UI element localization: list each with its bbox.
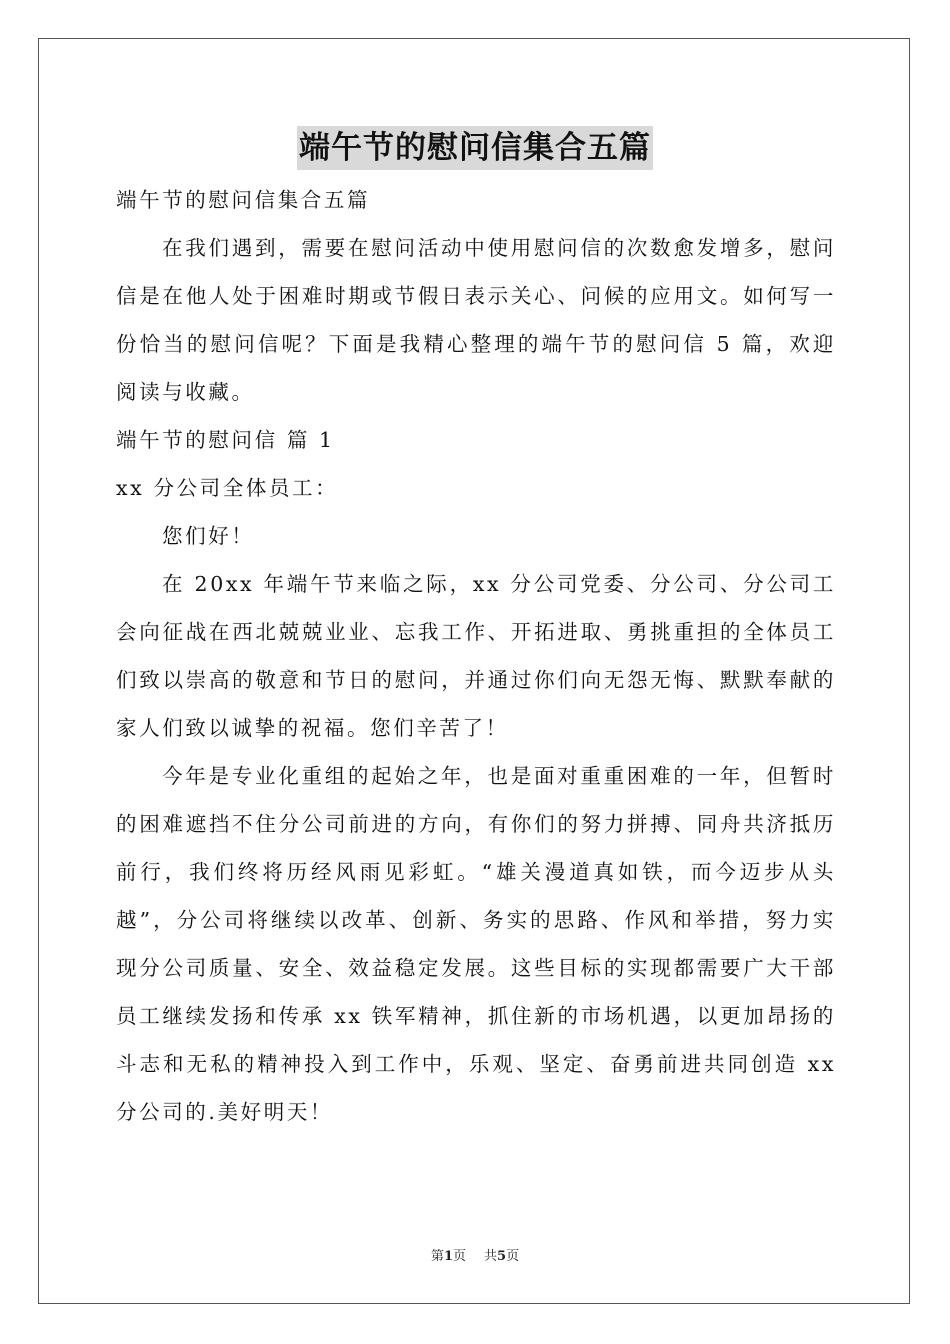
page-footer [0,1248,950,1266]
page-prefix: 第 [430,1249,444,1264]
paragraph: 您们好！ [162,524,255,548]
document-title: 端午节的慰问信集合五篇 [297,126,653,170]
page-unit: 页 [452,1249,466,1264]
title-container [0,126,950,170]
paragraph: 端午节的慰问信 篇 1 [116,428,335,452]
page-current: 1 [443,1249,453,1264]
paragraph: xx 分公司全体员工： [116,476,339,500]
total-unit: 页 [506,1249,520,1264]
paragraph: 端午节的慰问信集合五篇 [116,188,371,212]
paragraph: 在 20xx 年端午节来临之际，xx 分公司党委、分公司、分公司工会向征战在西北兢兢业业、忘我工作、开拓进取、勇挑重担的全体员工们致以崇高的敬意和节日的慰问，并通过你们向无怨无悔、默默奉献的家人们致以诚挚的祝福。您们辛苦了！ [116,572,836,740]
document-body [116,176,836,1136]
total-prefix: 共 [484,1249,498,1264]
total-pages: 5 [497,1249,507,1264]
paragraph: 在我们遇到，需要在慰问活动中使用慰问信的次数愈发增多，慰问信是在他人处于困难时期或节假日表示关心、问候的应用文。如何写一份恰当的慰问信呢？下面是我精心整理的端午节的慰问信 5 篇，欢迎阅读与收藏。 [116,236,836,404]
paragraph: 今年是专业化重组的起始之年，也是面对重重困难的一年，但暂时的困难遮挡不住分公司前进的方向，有你们的努力拼搏、同舟共济抵历前行，我们终将历经风雨见彩虹。“雄关漫道真如铁，而今迈步从头越”，分公司将继续以改革、创新、务实的思路、作风和举措，努力实现分公司质量、安全、效益稳定发展。这些目标的实现都需要广大干部员工继续发扬和传承 xx 铁军精神，抓住新的市场机遇，以更加昂扬的斗志和无私的精神投入到工作中，乐观、坚定、奋勇前进共同创造 xx 分公司的.美好明天！ [116,764,836,1124]
